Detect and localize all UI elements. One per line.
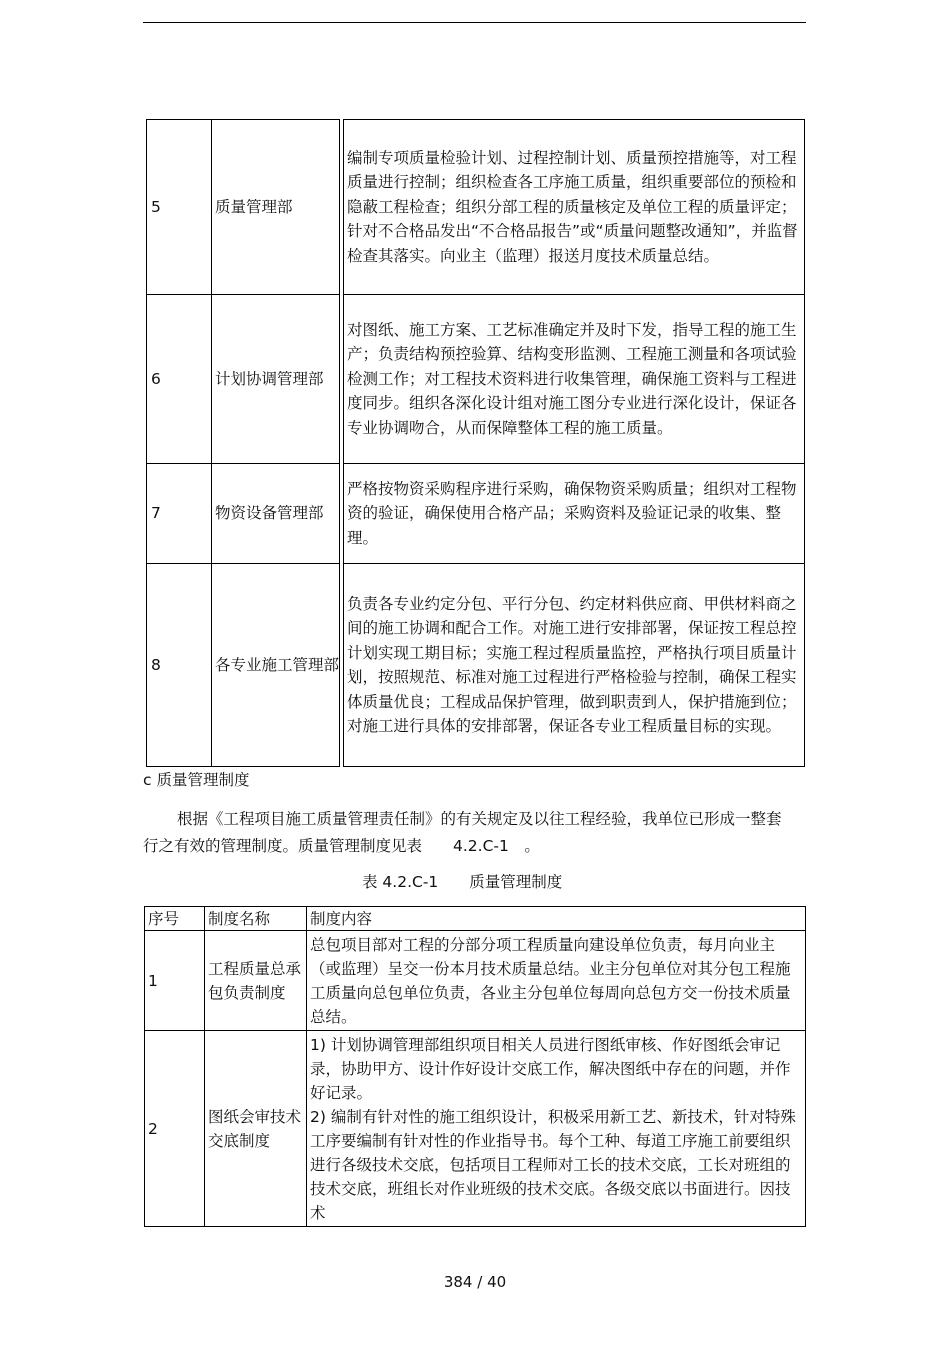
- department-duties: 编制专项质量检验计划、过程控制计划、质量预控措施等，对工程质量进行控制；组织检查各工序施工质量，组织重要部位的预检和隐蔽工程检查；组织分部工程的质量核定及单位工程的质量评定；针对不合格品发出“不合格品报告”或“质量问题整改通知”，并监督检查其落实。向业主（监理）报送月度技术质量总结。: [344, 120, 805, 295]
- department-duties: 负责各专业约定分包、平行分包、约定材料供应商、甲供材料商之间的施工协调和配合工作。对施工进行安排部署，保证按工程总控计划实现工期目标；实施工程过程质量监控，严格执行项目质量计划，按照规范、标准对施工过程进行严格检验与控制，确保工程实体质量优良；工程成品保护管理，做到职责到人，保护措施到位；对施工进行具体的安排部署，保证各专业工程质量目标的实现。: [344, 564, 805, 767]
- system-content: 总包项目部对工程的分部分项工程质量向建设单位负责，每月向业主（或监理）呈交一份本月技术质量总结。业主分包单位对其分包工程施工质量向总包单位负责，各业主分包单位每周向总包方交一份技术质量总结。: [307, 931, 806, 1031]
- row-number: 2: [145, 1031, 205, 1227]
- page-number: 384 / 40: [443, 1273, 507, 1291]
- system-name: 图纸会审技术交底制度: [205, 1031, 307, 1227]
- table-header-row: [145, 907, 806, 931]
- system-content-item: 1) 计划协调管理部组织项目相关人员进行图纸审核、作好图纸会审记录，协助甲方、设计作好设计交底工作，解决图纸中存在的问题，并作好记录。: [310, 1035, 791, 1102]
- header-rule: [143, 22, 806, 23]
- header-no: 序号: [145, 907, 205, 931]
- section-heading: c 质量管理制度: [143, 771, 250, 789]
- department-name: 质量管理部: [212, 120, 340, 295]
- header-content: 制度内容: [307, 907, 806, 931]
- table-row: [145, 1031, 806, 1227]
- department-duties: 对图纸、施工方案、工艺标准确定并及时下发，指导工程的施工生产；负责结构预控验算、结构变形监测、工程施工测量和各项试验检测工作；对工程技术资料进行收集管理，确保施工资料与工程进度同步。组织各深化设计组对施工图分专业进行深化设计，保证各专业协调吻合，从而保障整体工程的施工质量。: [344, 295, 805, 464]
- table-row: [147, 564, 805, 767]
- department-name: 各专业施工管理部: [212, 564, 340, 767]
- row-number: 6: [147, 295, 212, 464]
- body-paragraph: 根据《工程项目施工质量管理责任制》的有关规定及以往工程经验，我单位已形成一整套行之有效的管理制度。质量管理制度见表 4.2.C-1 。: [143, 810, 782, 855]
- table-row: [147, 464, 805, 564]
- department-duties: 严格按物资采购程序进行采购，确保物资采购质量；组织对工程物资的验证，确保使用合格产品；采购资料及验证记录的收集、整理。: [344, 464, 805, 564]
- department-name: 计划协调管理部: [212, 295, 340, 464]
- table-row: [147, 120, 805, 295]
- row-number: 5: [147, 120, 212, 295]
- system-content-item: 2) 编制有针对性的施工组织设计，积极采用新工艺、新技术，针对特殊工序要编制有针对性的作业指导书。每个工种、每道工序施工前要组织进行各级技术交底，包括项目工程师对工长的技术交底，工长对班组的技术交底，班组长对作业班级的技术交底。各级交底以书面进行。因技术: [310, 1107, 796, 1222]
- row-number: 8: [147, 564, 212, 767]
- table-row: [145, 931, 806, 1031]
- row-number: 1: [145, 931, 205, 1031]
- system-name: 工程质量总承包负责制度: [205, 931, 307, 1031]
- department-name: 物资设备管理部: [212, 464, 340, 564]
- quality-system-table: [144, 906, 806, 1227]
- table-row: [147, 295, 805, 464]
- header-name: 制度名称: [205, 907, 307, 931]
- system-content: [307, 1031, 806, 1227]
- roles-table: [146, 119, 805, 767]
- row-number: 7: [147, 464, 212, 564]
- table-caption: 表 4.2.C-1 质量管理制度: [362, 873, 563, 891]
